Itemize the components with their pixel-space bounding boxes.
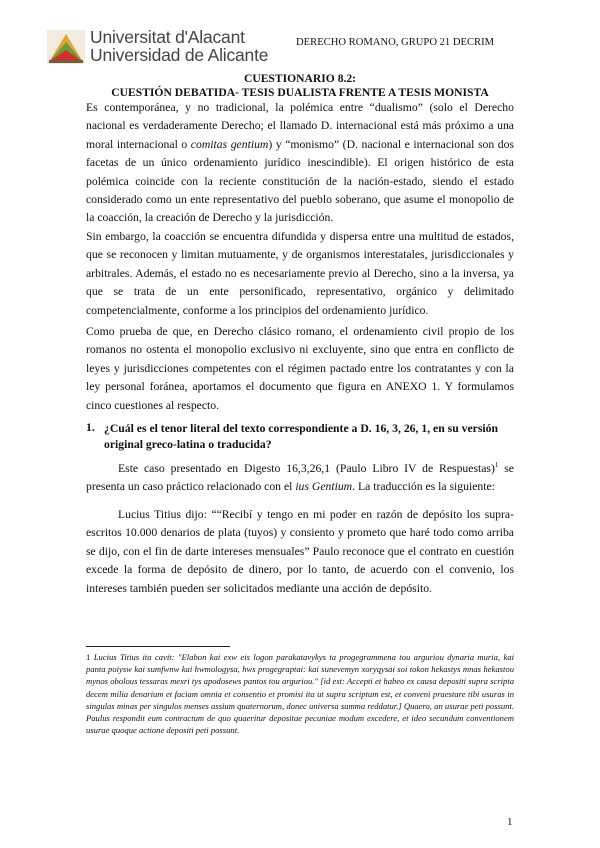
paragraph-3: Como prueba de que, en Derecho clásico romano, el ordenamiento civil propio de los romanos no ostenta el monopolio exclusivo ni excluyente, sino que entra en conflicto de leyes y jurisdicciones competentes con el régimen pactado entre los contratantes y con la ley personal foránea, aportamos el documento que figura en ANEXO 1. Y formulamos cinco cuestiones al respecto. [86,325,514,412]
footnote-number: 1 [86,652,91,662]
paragraph-4-italic: ius Gentium [295,480,353,494]
university-logo-icon [47,30,85,64]
footnote-separator [86,646,230,647]
paragraph-4 [86,460,514,497]
paragraph-4-part-a: Este caso presentado en Digesto 16,3,26,1 (Paulo Libro IV de Respuestas) [118,462,495,475]
paragraph-1-part-a: Es contemporánea, y no tradicional, la polémica entre “dualismo” (solo el Derecho nacional es verdaderamente Derecho; el llamado D. internacional está más próximo a una moral internacional o [86,101,514,151]
footnote-text: Lucius Titius ita cavit: "Elabon kai exw eis logon parakatavykys ta progegrammena tou arguriou dynaria muria, kai panta poiysw kai sumfwnw kai hwmologysa, hws progegraptai: kai sunevemyn xoryqysai soi tokon hekastys mnas hekastou mynos obolous tessaras mexri tys apodosews pantos tou arguriou." [id est: Accepti et habeo ex causa depositi supra scripta decem milia denarium et faciam omnia et consentio et promisi ita ut supra scriptum est, et conveni praestare tibi usuras in singulas minas per singulos menses assium quaternorum, donec universa summa reddatur.] Quaero, an usurae peti possunt. Paulus respondit eum contractum de quo quaeritur depositae pecuniae modum excedere, et ideo secundum conventionem usurae quoque actione depositi peti possunt. [86,652,514,736]
paragraph-4-part-b: se presenta un caso práctico relacionado con el [86,462,514,494]
paragraph-1 [86,99,514,228]
document-title: CUESTIONARIO 8.2: [243,72,357,85]
paragraph-4-part-c: . La traducción es la siguiente: [352,480,495,494]
paragraph-2: Sin embargo, la coacción se encuentra difundida y dispersa entre una multitud de estados, que se reconocen y limitan mutuamente, y de organismos interestatales, jurisdiccionales y arbitrales. Además, el estado no es necesariamente previo al Derecho, sino a la inversa, ya que se trata de un ente personificado, representativo, orgánico y delimitado competencialmente, conforme a los principios del ordenamiento jurídico. [86,230,514,317]
document-subtitle: CUESTIÓN DEBATIDA- TESIS DUALISTA FRENTE A TESIS MONISTA [111,86,489,99]
course-header: DERECHO ROMANO, GRUPO 21 DECRIM [296,37,495,48]
page-number: 1 [507,816,513,828]
question-text: ¿Cuál es el tenor literal del texto correspondiente a D. 16, 3, 26, 1, en su versión original greco-latina o traducida? [104,422,498,451]
footnote [86,651,514,736]
logo-line-2: Universidad de Alicante [90,45,269,65]
logo-line-1: Universitat d'Alacant [90,27,245,47]
paragraph-1-italic: comitas gentium [190,137,269,151]
footnote-reference: 1 [494,461,499,470]
paragraph-1-part-b: ) y “monismo” (D. nacional e internacional son dos facetas de un único ordenamiento jurídico inescindible). El origen histórico de esta polémica coincide con la reciente constitución de la nación-estado, siendo el estado considerado como un ente representativo del pueblo soberano, que asume el monopolio de la coacción, la creación de Derecho y la jurisdicción. [86,137,514,225]
paragraph-5: Lucius Titius dijo: ““Recibí y tengo en mi poder en razón de depósito los supra-escritos 10.000 denarios de plata (tuyos) y consiento y prometo que haré todo como arriba se dijo, con el fin de darte intereses mensuales” Paulo reconoce que el contrato en cuestión excede la forma de depósito de dinero, por lo tanto, de acuerdo con el convenio, los intereses también pueden ser solicitados mediante una acción de depósito. [86,508,514,595]
university-logo [47,27,269,65]
question-number: 1. [86,421,95,434]
